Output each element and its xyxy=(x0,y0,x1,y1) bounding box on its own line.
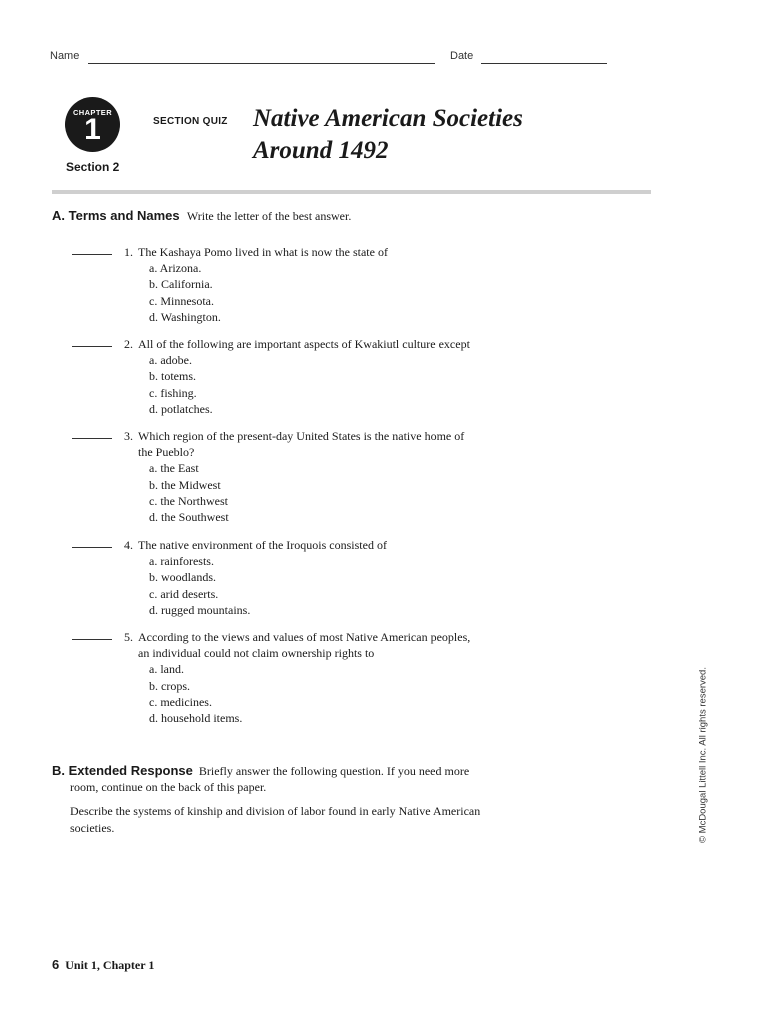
quiz-label: SECTION QUIZ xyxy=(153,116,228,127)
choice-c: c. the Northwest xyxy=(149,493,228,508)
choice-b: b. California. xyxy=(149,277,213,292)
name-field[interactable] xyxy=(88,63,435,64)
question-number: 2. xyxy=(124,337,133,351)
choice-d: d. potlatches. xyxy=(149,401,213,416)
question-text: Which region of the present-day United States is the native home of xyxy=(138,429,465,443)
answer-blank[interactable] xyxy=(72,438,112,439)
extended-response-prompt: Describe the systems of kinship and division of labor found in early Native American societies. xyxy=(70,804,481,835)
choice-b: b. totems. xyxy=(149,369,196,384)
choice-c: c. fishing. xyxy=(149,385,197,400)
part-b xyxy=(52,763,532,836)
page-number: 6 xyxy=(52,957,60,972)
part-a-instruction: Write the letter of the best answer. xyxy=(186,209,352,223)
part-a-heading xyxy=(52,208,351,224)
question-number: 5. xyxy=(124,630,133,644)
copyright-notice: © McDougal Littell Inc. All rights reserved. xyxy=(697,667,709,843)
part-b-instruction-continued: room, continue on the back of this paper. xyxy=(70,780,267,795)
question-text-continued: the Pueblo? xyxy=(138,445,195,460)
date-field[interactable] xyxy=(481,63,607,64)
part-b-instruction: Briefly answer the following question. If you need more xyxy=(198,764,470,778)
choice-a: a. Arizona. xyxy=(149,261,202,276)
choice-b: b. the Midwest xyxy=(149,477,221,492)
title-line-2: Around 1492 xyxy=(253,137,389,164)
question-text-continued: an individual could not claim ownership rights to xyxy=(138,646,375,661)
chapter-number: 1 xyxy=(84,113,101,146)
chapter-word: CHAPTER xyxy=(72,108,113,117)
name-label: Name xyxy=(50,50,80,62)
page-footer xyxy=(52,957,154,973)
date-label: Date xyxy=(450,50,474,62)
answer-blank[interactable] xyxy=(72,547,112,548)
choice-a: a. the East xyxy=(149,461,199,476)
choice-c: c. Minnesota. xyxy=(149,293,214,308)
unit-chapter: Unit 1, Chapter 1 xyxy=(65,958,155,972)
answer-blank[interactable] xyxy=(72,346,112,347)
page-title xyxy=(253,103,613,167)
question-text: According to the views and values of most Native American peoples, xyxy=(138,630,471,644)
title-line-1: Native American Societies xyxy=(253,105,523,132)
choice-c: c. arid deserts. xyxy=(149,586,219,601)
choice-a: a. adobe. xyxy=(149,353,192,368)
choice-b: b. woodlands. xyxy=(149,570,216,585)
answer-blank[interactable] xyxy=(72,639,112,640)
choice-d: d. Washington. xyxy=(149,309,221,324)
question-number: 3. xyxy=(124,429,133,443)
question-text: All of the following are important aspects of Kwakiutl culture except xyxy=(138,337,470,351)
question-text: The Kashaya Pomo lived in what is now the state of xyxy=(138,245,388,259)
part-b-title: B. Extended Response xyxy=(52,763,193,778)
section-label: Section 2 xyxy=(66,160,120,174)
choice-a: a. rainforests. xyxy=(149,554,214,569)
part-a-title: A. Terms and Names xyxy=(52,208,180,223)
choice-a: a. land. xyxy=(149,662,184,677)
choice-d: d. household items. xyxy=(149,711,243,725)
answer-blank[interactable] xyxy=(72,254,112,255)
choice-c: c. medicines. xyxy=(149,694,212,709)
question-text: The native environment of the Iroquois consisted of xyxy=(138,538,387,552)
question-number: 4. xyxy=(124,538,133,552)
header-divider xyxy=(52,190,651,194)
choice-d: d. the Southwest xyxy=(149,510,229,524)
choice-d: d. rugged mountains. xyxy=(149,602,251,617)
choice-b: b. crops. xyxy=(149,678,190,693)
question-number: 1. xyxy=(124,245,133,259)
chapter-badge xyxy=(65,97,120,152)
